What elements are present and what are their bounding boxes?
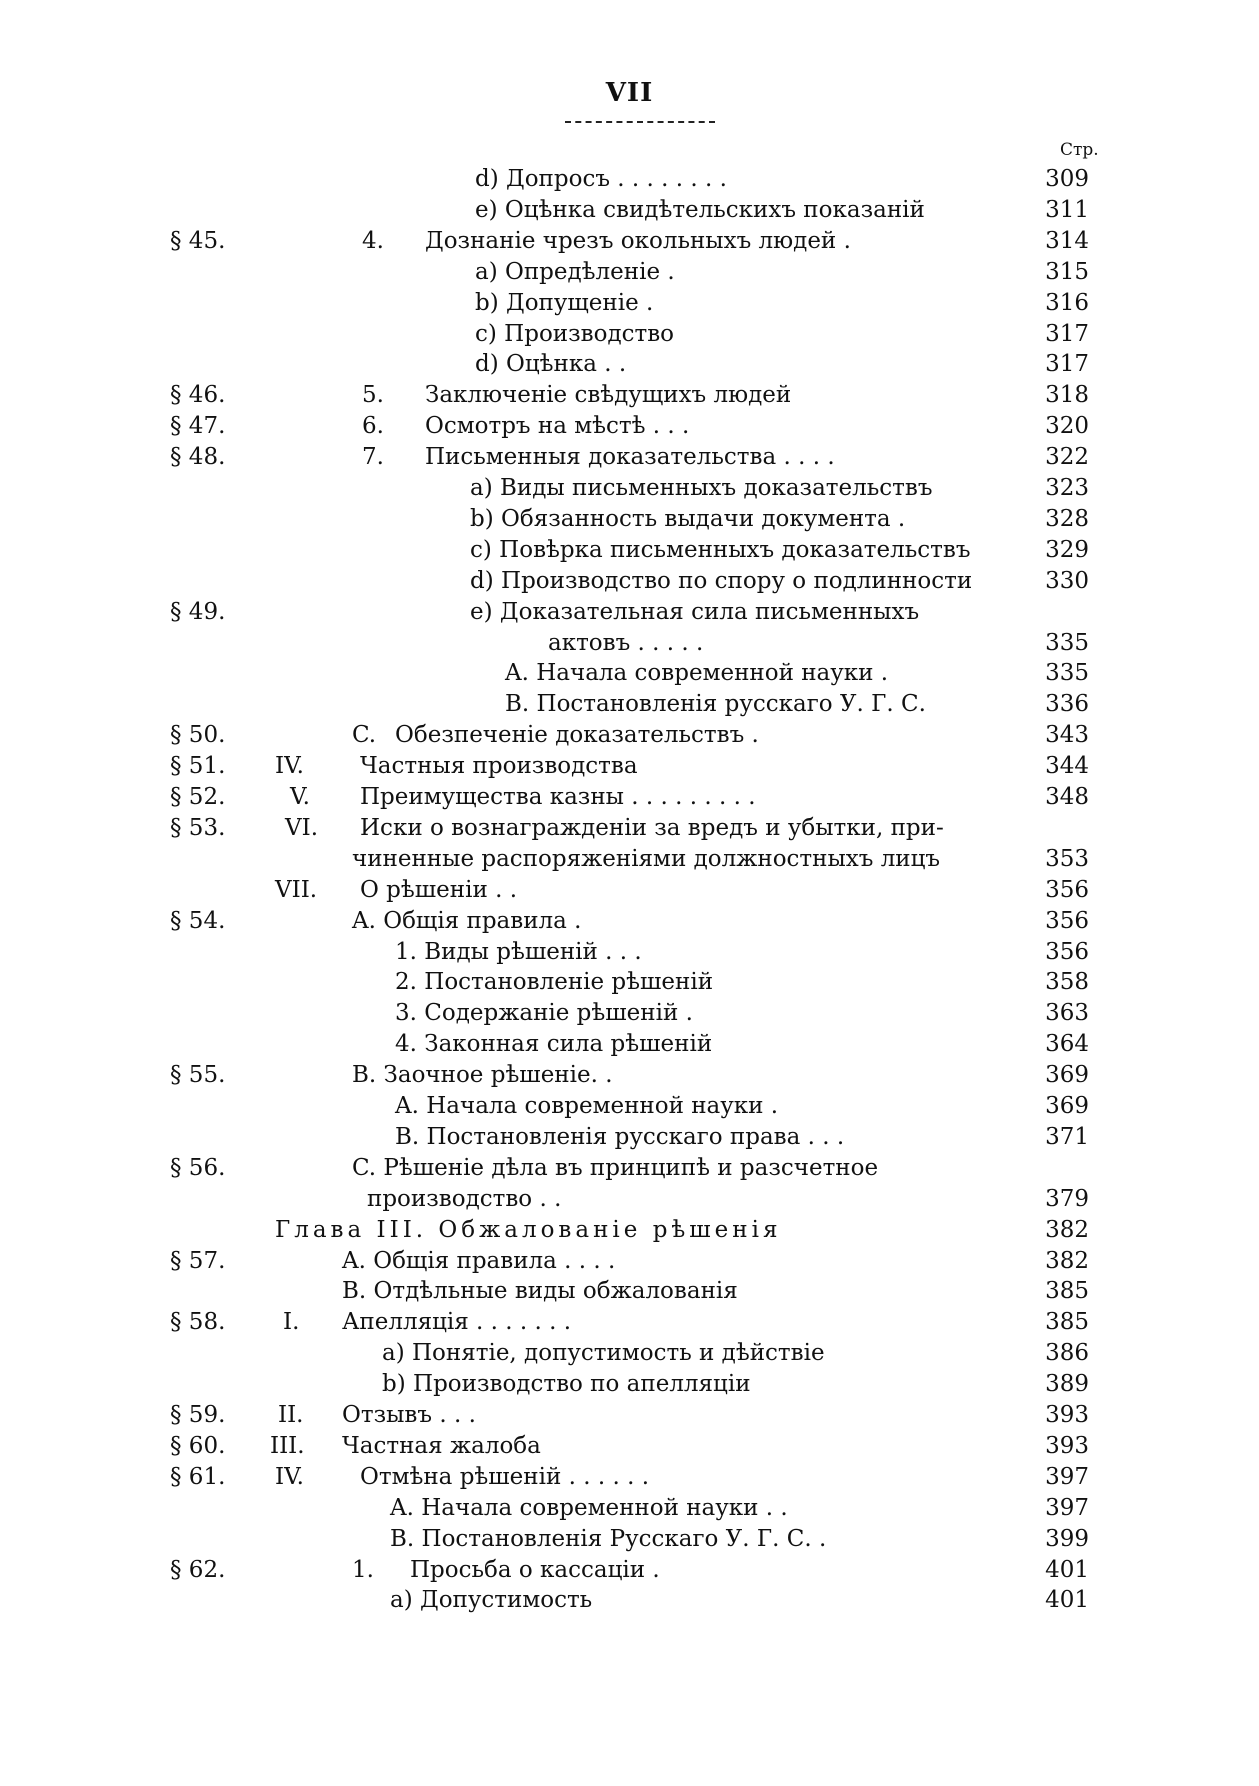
page-reference: 393 xyxy=(1045,1402,1089,1428)
toc-entry xyxy=(0,1493,1259,1524)
page-reference: 343 xyxy=(1045,722,1089,749)
section-number: § 49. xyxy=(170,598,226,625)
page-reference: 379 xyxy=(1045,1185,1089,1212)
section-number: § 46. xyxy=(170,382,226,409)
page-reference: 401 xyxy=(1045,1556,1089,1583)
entry-title: C. Рѣшеніе дѣла въ принципѣ и разсчетное xyxy=(352,1154,879,1181)
page-reference: 385 xyxy=(1045,1278,1089,1305)
entry-title: B. Постановленія Русскаго У. Г. С. . xyxy=(390,1525,827,1552)
entry-title: Дознаніе чрезъ окольныхъ людей . xyxy=(425,227,851,254)
toc-entry xyxy=(0,1462,1259,1493)
toc-entry xyxy=(0,597,1259,628)
toc-entry xyxy=(0,1400,1259,1431)
section-number: § 54. xyxy=(170,907,226,934)
page-reference: 353 xyxy=(1045,845,1089,872)
toc-entry xyxy=(0,751,1259,782)
item-number: I. xyxy=(283,1309,300,1336)
page-reference: 386 xyxy=(1045,1340,1089,1367)
entry-title: Письменныя доказательства . . . . xyxy=(425,444,835,471)
toc-entry xyxy=(0,349,1259,380)
entry-title: Осмотръ на мѣстѣ . . . xyxy=(425,413,690,440)
toc-entry xyxy=(0,257,1259,288)
page-reference: 311 xyxy=(1045,196,1089,223)
toc-entry xyxy=(0,504,1259,535)
item-number: VI. xyxy=(285,814,319,841)
section-number: § 61. xyxy=(170,1463,226,1490)
toc-entry xyxy=(0,1338,1259,1369)
entry-title: a) Опредѣленіе . xyxy=(475,258,675,285)
toc-entry xyxy=(0,1122,1259,1153)
toc-entry xyxy=(0,1029,1259,1060)
entry-title: c) Повѣрка письменныхъ доказательствъ xyxy=(470,536,971,563)
toc-entry xyxy=(0,226,1259,257)
entry-title: e) Оцѣнка свидѣтельскихъ показаній xyxy=(475,196,925,223)
toc-entry xyxy=(0,1184,1259,1215)
page-reference: 309 xyxy=(1045,166,1089,192)
section-number: § 48. xyxy=(170,444,226,471)
item-number: IV. xyxy=(275,1463,304,1490)
section-number: § 47. xyxy=(170,413,226,440)
page-reference: 363 xyxy=(1045,1000,1089,1027)
toc-entry xyxy=(0,442,1259,473)
entry-title: B. Постановленія русскаго права . . . xyxy=(395,1123,845,1150)
toc-entry xyxy=(0,689,1259,720)
page-reference: 348 xyxy=(1045,784,1089,810)
item-number: III. xyxy=(270,1432,305,1459)
page-reference: 356 xyxy=(1045,876,1089,903)
toc-entry xyxy=(0,164,1259,195)
entry-title: производство . . xyxy=(367,1185,562,1212)
page-reference: 389 xyxy=(1045,1371,1089,1398)
section-number: § 59. xyxy=(170,1402,226,1428)
section-number: § 62. xyxy=(170,1556,226,1583)
toc-entry xyxy=(0,906,1259,937)
entry-title: A. Начала современной науки . xyxy=(505,660,889,687)
section-number: § 58. xyxy=(170,1309,226,1336)
entry-title: Просьба о кассаціи . xyxy=(410,1556,660,1583)
entry-title: B. Отдѣльные виды обжалованія xyxy=(342,1278,738,1305)
entry-title: a) Виды письменныхъ доказательствъ xyxy=(470,475,933,501)
section-number: § 55. xyxy=(170,1062,226,1089)
page-reference: 393 xyxy=(1045,1432,1089,1459)
page-reference: 382 xyxy=(1045,1247,1089,1274)
toc-entry xyxy=(0,1555,1259,1586)
toc-entry xyxy=(0,288,1259,319)
entry-title: A. Начала современной науки . . xyxy=(390,1494,788,1521)
item-number: 4. xyxy=(362,227,384,254)
item-number: 5. xyxy=(362,382,384,409)
section-number: § 50. xyxy=(170,722,226,749)
section-number: § 56. xyxy=(170,1154,226,1181)
entry-title: 1. Виды рѣшеній . . . xyxy=(395,938,642,965)
toc-entry xyxy=(0,628,1259,659)
toc-entry xyxy=(0,411,1259,442)
header-rule xyxy=(565,121,715,123)
entry-title: Отмѣна рѣшеній . . . . . . xyxy=(360,1463,650,1490)
section-number: § 60. xyxy=(170,1432,226,1459)
page-reference: 364 xyxy=(1045,1031,1089,1058)
page-reference: 397 xyxy=(1045,1463,1089,1490)
entry-title: B. Постановленія русскаго У. Г. С. xyxy=(505,691,926,718)
page-reference: 336 xyxy=(1045,691,1089,718)
entry-title: 4. Законная сила рѣшеній xyxy=(395,1031,713,1058)
page-reference: 322 xyxy=(1045,444,1089,471)
entry-title: Отзывъ . . . xyxy=(342,1402,476,1428)
page-reference: 401 xyxy=(1045,1587,1089,1614)
toc-entry xyxy=(0,319,1259,350)
toc-entry xyxy=(0,998,1259,1029)
toc-entry xyxy=(0,875,1259,906)
page-reference: 399 xyxy=(1045,1525,1089,1552)
toc-entry xyxy=(0,937,1259,968)
page-reference: 323 xyxy=(1045,475,1089,501)
page-reference: 317 xyxy=(1045,351,1089,378)
page-reference: 369 xyxy=(1045,1062,1089,1089)
page-reference: 328 xyxy=(1045,505,1089,532)
item-number: 1. xyxy=(352,1556,374,1583)
item-number: 7. xyxy=(362,444,384,471)
toc-entry xyxy=(0,1585,1259,1616)
section-number: § 45. xyxy=(170,227,226,254)
entry-title: B. Заочное рѣшеніе. . xyxy=(352,1062,613,1089)
toc-entry xyxy=(0,1307,1259,1338)
page-reference: 314 xyxy=(1045,227,1089,254)
entry-title: c) Производство xyxy=(475,320,675,347)
entry-title: a) Понятіе, допустимость и дѣйствіе xyxy=(382,1340,825,1367)
entry-title: b) Обязанность выдачи документа . xyxy=(470,505,906,532)
entry-title: Глава III. Обжалованіе рѣшенія xyxy=(275,1216,782,1243)
page-reference: 385 xyxy=(1045,1309,1089,1336)
entry-title: Апелляція . . . . . . . xyxy=(342,1309,572,1336)
entry-title: 3. Содержаніе рѣшеній . xyxy=(395,1000,693,1027)
toc-entry xyxy=(0,473,1259,504)
item-number: IV. xyxy=(275,753,304,780)
page-reference: 356 xyxy=(1045,907,1089,934)
entry-title: A. Общія правила . xyxy=(352,907,582,934)
page-reference: 320 xyxy=(1045,413,1089,440)
entry-title: актовъ . . . . . xyxy=(548,629,704,656)
entry-title: Обезпеченіе доказательствъ . xyxy=(395,722,759,749)
toc-entry xyxy=(0,720,1259,751)
entry-title: Иски о вознагражденіи за вредъ и убытки, при- xyxy=(360,814,944,841)
toc-entry xyxy=(0,566,1259,597)
toc-entry xyxy=(0,380,1259,411)
section-number: § 51. xyxy=(170,753,226,780)
section-number: § 53. xyxy=(170,814,226,841)
page-reference: 316 xyxy=(1045,289,1089,316)
toc-entry xyxy=(0,844,1259,875)
section-number: § 52. xyxy=(170,784,226,810)
toc-entry xyxy=(0,1276,1259,1307)
entry-title: Преимущества казны . . . . . . . . . xyxy=(360,784,756,810)
toc-entry xyxy=(0,782,1259,813)
page-reference: 335 xyxy=(1045,629,1089,656)
page-reference: 329 xyxy=(1045,536,1089,563)
entry-title: A. Общія правила . . . . xyxy=(342,1247,616,1274)
entry-title: e) Доказательная сила письменныхъ xyxy=(470,598,920,625)
toc-entry xyxy=(0,1246,1259,1277)
page-reference: 382 xyxy=(1045,1216,1089,1243)
entry-title: Частная жалоба xyxy=(342,1432,541,1459)
entry-title: чиненные распоряженіями должностныхъ лицъ xyxy=(352,845,941,872)
page-column-header: Стр. xyxy=(1060,140,1099,160)
section-number: § 57. xyxy=(170,1247,226,1274)
toc-entry xyxy=(0,658,1259,689)
entry-title: Частныя производства xyxy=(360,753,638,780)
entry-title: d) Оцѣнка . . xyxy=(475,351,627,378)
entry-title: b) Допущеніе . xyxy=(475,289,654,316)
entry-title: d) Производство по спору о подлинности xyxy=(470,567,973,594)
page-reference: 356 xyxy=(1045,938,1089,965)
item-number: C. xyxy=(352,722,377,749)
toc-entry xyxy=(0,967,1259,998)
page-reference: 317 xyxy=(1045,320,1089,347)
page-reference: 369 xyxy=(1045,1093,1089,1119)
toc-entry xyxy=(0,1060,1259,1091)
item-number: V. xyxy=(290,784,310,810)
page-reference: 344 xyxy=(1045,753,1089,780)
toc-entry xyxy=(0,1431,1259,1462)
page-reference: 315 xyxy=(1045,258,1089,285)
page-reference: 397 xyxy=(1045,1494,1089,1521)
page-reference: 330 xyxy=(1045,567,1089,594)
entry-title: A. Начала современной науки . xyxy=(395,1093,779,1119)
item-number: VII. xyxy=(275,876,318,903)
page-reference: 335 xyxy=(1045,660,1089,687)
entry-title: О рѣшеніи . . xyxy=(360,876,518,903)
page-number: VII xyxy=(605,78,654,108)
toc-entry xyxy=(0,813,1259,844)
toc-entry xyxy=(0,1369,1259,1400)
page-reference: 318 xyxy=(1045,382,1089,409)
toc-entry xyxy=(0,535,1259,566)
toc-entry xyxy=(0,195,1259,226)
toc-entry xyxy=(0,1153,1259,1184)
toc-entry xyxy=(0,1091,1259,1122)
page-reference: 358 xyxy=(1045,969,1089,996)
entry-title: d) Допросъ . . . . . . . . xyxy=(475,166,727,192)
entry-title: b) Производство по апелляціи xyxy=(382,1371,751,1398)
item-number: II. xyxy=(278,1402,304,1428)
entry-title: Заключеніе свѣдущихъ людей xyxy=(425,382,792,409)
item-number: 6. xyxy=(362,413,384,440)
toc-entry xyxy=(0,1524,1259,1555)
toc-entry xyxy=(0,1215,1259,1246)
page-reference: 371 xyxy=(1045,1123,1089,1150)
entry-title: a) Допустимость xyxy=(390,1587,593,1614)
entry-title: 2. Постановленіе рѣшеній xyxy=(395,969,714,996)
